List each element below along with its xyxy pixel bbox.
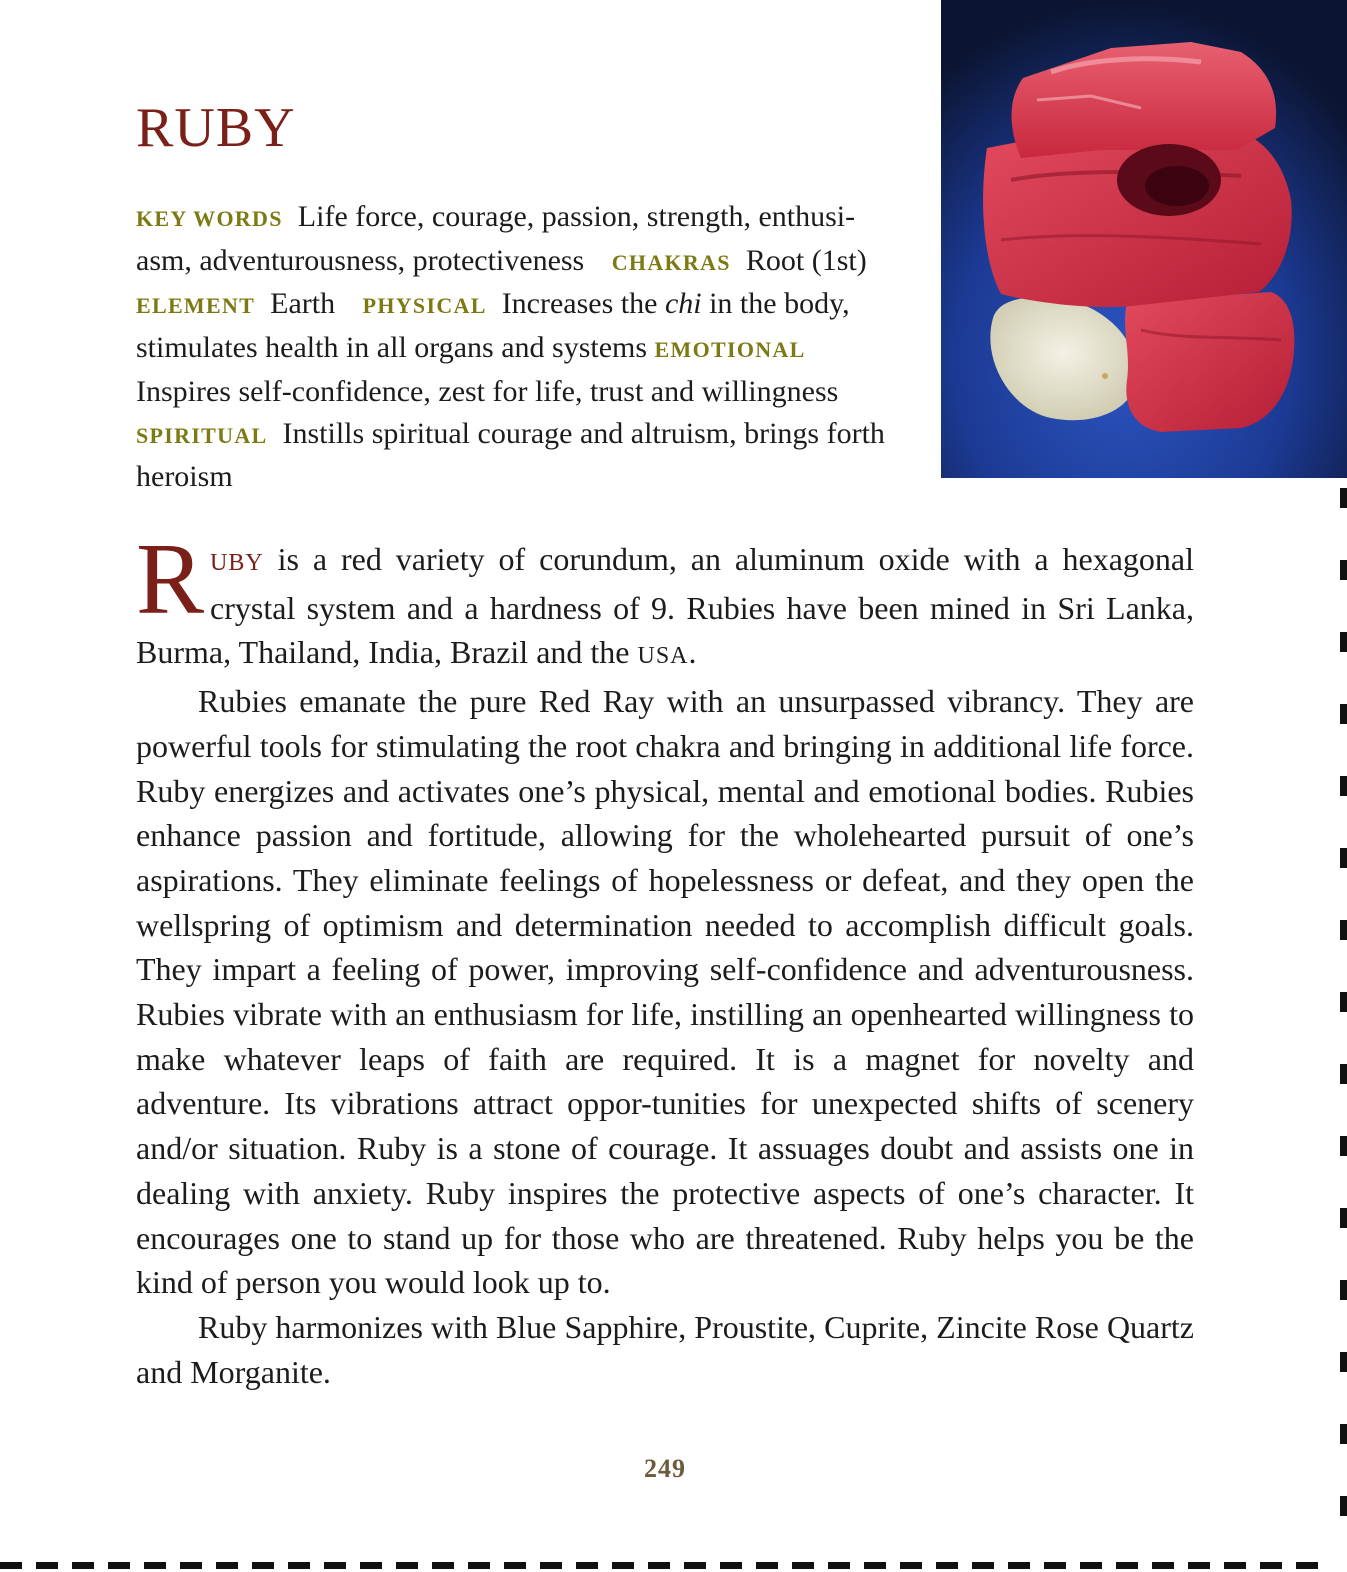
edge-tick	[396, 1562, 418, 1569]
edge-tick	[576, 1562, 598, 1569]
element-text: Earth	[270, 287, 336, 321]
edge-tick	[252, 1562, 274, 1569]
edge-tick	[468, 1562, 490, 1569]
edge-tick	[1340, 560, 1347, 580]
physical-text-before: Increases the	[501, 287, 658, 321]
edge-tick	[108, 1562, 130, 1569]
edge-tick	[288, 1562, 310, 1569]
edge-tick	[1340, 992, 1347, 1012]
edge-tick	[1188, 1562, 1210, 1569]
paragraph-1	[136, 523, 1195, 679]
edge-tick	[684, 1562, 706, 1569]
edge-tick	[1080, 1562, 1102, 1569]
edge-tick	[864, 1562, 886, 1569]
edge-tick	[792, 1562, 814, 1569]
emotional-text: Inspires self-confidence, zest for life, trust and willingness	[136, 374, 839, 408]
chakras-text: Root (1st)	[745, 243, 867, 277]
edge-tick	[1340, 1064, 1347, 1084]
paragraph-1-text: is a red variety of corundum, an aluminum oxide with a hexagonal crystal system and a hardness of 9. Rubies have been mined in Sri Lanka, Burma, Thailand, India, Brazil and the	[136, 541, 1195, 671]
edge-tick	[648, 1562, 670, 1569]
paragraph-3: Ruby harmonizes with Blue Sapphire, Proustite, Cuprite, Zincite Rose Quartz and Morganite.	[136, 1308, 1194, 1390]
edge-tick	[0, 1562, 22, 1569]
edge-tick	[1340, 632, 1347, 652]
edge-tick	[720, 1562, 742, 1569]
physical-text-em: chi	[664, 287, 702, 321]
paragraph-2: Rubies emanate the pure Red Ray with an unsurpassed vibrancy. They are powerful tools for stimulating the root chakra and bringing in additional life force. Ruby energizes and activates one’s physical, mental and emotional bodies. Rubies enhance passion and fortitude, allowing for the wholehearted pursuit of one’s aspirations. They eliminate feelings of hopelessness or defeat, and they open the wellspring of optimism and determination needed to accomplish difficult goals. They impart a feeling of power, improving self-confidence and adventurousness. Rubies vibrate with an enthusiasm for life, instilling an openhearted willingness to make whatever leaps of faith are required. It is a magnet for novelty and adventure. Its vibrations attract oppor-tunities for unexpected shifts of scenery and/or situation. Ruby is a stone of courage. It assuages doubt and assists one in dealing with anxiety. Ruby inspires the protective aspects of one’s character. It encourages one to stand up for those who are threatened. Ruby helps you be the kind of person you would look up to.	[136, 683, 1194, 1301]
edge-tick	[1340, 1424, 1347, 1444]
edge-tick	[1008, 1562, 1030, 1569]
edge-tick	[540, 1562, 562, 1569]
edge-tick	[972, 1562, 994, 1569]
edge-tick	[1340, 920, 1347, 940]
edge-tick	[1152, 1562, 1174, 1569]
physical-text-after: in the body, stimulates health in all organs and systems	[136, 287, 850, 365]
key-words-text: Life force, courage, passion, strength, enthusi-asm, adventurousness, protectiveness	[136, 200, 856, 277]
ruby-crystal-photo	[941, 0, 1347, 478]
edge-tick	[936, 1562, 958, 1569]
edge-tick	[72, 1562, 94, 1569]
edge-tick	[36, 1562, 58, 1569]
edge-tick	[756, 1562, 778, 1569]
edge-tick	[432, 1562, 454, 1569]
edge-tick	[360, 1562, 382, 1569]
paragraph-1-end: .	[688, 634, 697, 671]
page-title: RUBY	[136, 97, 296, 159]
physical-label: PHYSICAL	[362, 293, 487, 319]
chakras-label: CHAKRAS	[611, 249, 731, 275]
emotional-label: EMOTIONAL	[654, 337, 806, 363]
edge-tick	[612, 1562, 634, 1569]
edge-tick	[1296, 1562, 1318, 1569]
edge-tick	[180, 1562, 202, 1569]
edge-tick	[1044, 1562, 1066, 1569]
edge-tick	[828, 1562, 850, 1569]
lead-smallcaps: UBY	[210, 550, 264, 576]
element-label: ELEMENT	[136, 293, 256, 319]
edge-tick	[504, 1562, 526, 1569]
spiritual-label: SPIRITUAL	[136, 422, 268, 448]
edge-tick	[1340, 776, 1347, 796]
edge-tick	[144, 1562, 166, 1569]
edge-tick	[1260, 1562, 1282, 1569]
edge-tick	[1340, 1136, 1347, 1156]
page-number: 249	[644, 1454, 686, 1483]
usa-smallcaps: USA	[637, 643, 689, 670]
edge-tick	[1340, 848, 1347, 868]
edge-tick	[1116, 1562, 1138, 1569]
edge-tick	[1340, 1352, 1347, 1372]
edge-tick	[1340, 1208, 1347, 1228]
summary-block	[136, 196, 906, 498]
edge-tick	[1340, 1496, 1347, 1516]
edge-tick	[216, 1562, 238, 1569]
edge-tick	[1340, 1280, 1347, 1300]
edge-tick	[1340, 488, 1347, 508]
edge-tick	[900, 1562, 922, 1569]
description-body	[136, 523, 1195, 1394]
edge-tick	[1224, 1562, 1246, 1569]
edge-tick	[1340, 704, 1347, 724]
edge-tick	[324, 1562, 346, 1569]
spiritual-text: Instills spiritual courage and altruism, brings forth heroism	[136, 416, 885, 494]
key-words-label: KEY WORDS	[136, 206, 283, 231]
drop-cap: R	[136, 523, 205, 636]
ruby-crystal-image	[941, 0, 1347, 478]
